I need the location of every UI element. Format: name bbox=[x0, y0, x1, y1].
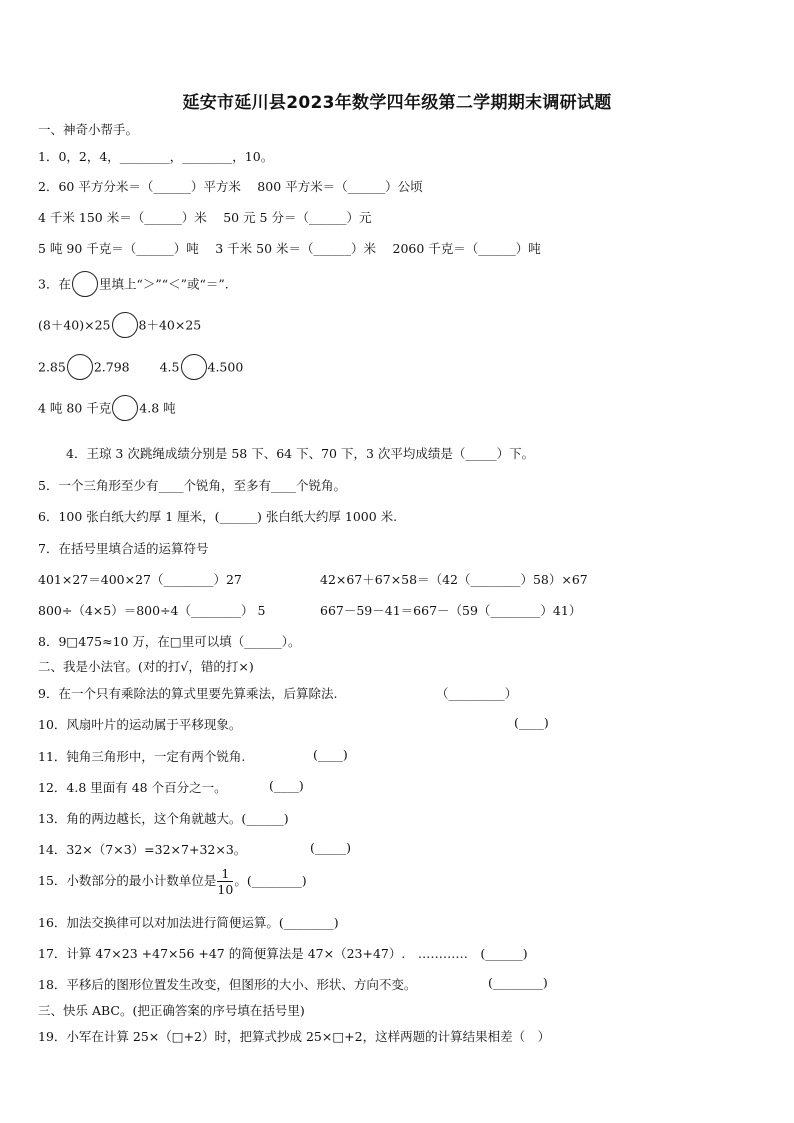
question-7: 7．在括号里填合适的运算符号 bbox=[38, 541, 209, 556]
question-15-suffix: 。(________) bbox=[234, 873, 307, 888]
question-15 bbox=[38, 866, 307, 897]
question-3-suffix: 里填上“＞”“＜”或“＝”. bbox=[98, 276, 229, 292]
question-17: 17．计算 47×23 +47×56 +47 的简便算法是 47×（23+47）. ………… (______) bbox=[38, 946, 528, 961]
question-6: 6．100 张白纸大约厚 1 厘米，(______) 张白纸大约厚 1000 米. bbox=[38, 509, 398, 524]
page-title: 延安市延川县2023年数学四年级第二学期期末调研试题 bbox=[182, 93, 612, 113]
question-3-prefix: 3．在 bbox=[38, 276, 71, 292]
fraction-denominator: 10 bbox=[217, 882, 234, 897]
answer-blank-14: (_____) bbox=[310, 840, 352, 855]
question-8: 8．9□475≈10 万，在□里可以填（______）。 bbox=[38, 634, 301, 649]
compare-circle bbox=[72, 271, 98, 297]
question-4: 4．王琼 3 次跳绳成绩分别是 58 下、64 下、70 下，3 次平均成绩是（_____）下。 bbox=[66, 446, 535, 461]
question-14: 14．32×（7×3）=32×7+32×3。 bbox=[38, 842, 247, 857]
question-7b: 42×67＋67×58＝（42（________）58）×67 bbox=[320, 572, 588, 587]
question-18: 18．平移后的图形位置发生改变，但图形的大小、形状、方向不变。 bbox=[38, 977, 417, 992]
compare-circle bbox=[112, 395, 138, 421]
section-heading-1: 一、神奇小帮手。 bbox=[38, 122, 139, 137]
compare-right: 4.8 吨 bbox=[139, 400, 176, 416]
question-15-text: 15．小数部分的最小计数单位是 bbox=[38, 873, 217, 888]
question-13: 13．角的两边越长，这个角就越大。(______) bbox=[38, 811, 289, 826]
question-16: 16．加法交换律可以对加法进行简便运算。(________) bbox=[38, 915, 339, 930]
fraction-numerator: 1 bbox=[217, 866, 233, 882]
compare-row-1 bbox=[38, 313, 201, 339]
compare-left: (8＋40)×25 bbox=[38, 317, 111, 333]
compare-circle bbox=[112, 312, 138, 338]
section-heading-3: 三、快乐 ABC。(把正确答案的序号填在括号里) bbox=[38, 1003, 305, 1018]
answer-blank-9: （_________） bbox=[436, 686, 518, 701]
answer-blank-10: (____) bbox=[514, 715, 549, 730]
compare-left: 2.85 bbox=[38, 359, 66, 375]
question-7a: 401×27＝400×27（________）27 bbox=[38, 572, 242, 587]
compare-left: 4.5 bbox=[159, 359, 180, 375]
answer-blank-18: (________) bbox=[488, 975, 548, 990]
answer-blank-11: (____) bbox=[313, 747, 348, 762]
fraction bbox=[217, 866, 233, 897]
compare-circle bbox=[181, 354, 207, 380]
question-2b: 4 千米 150 米＝（______）米 50 元 5 分＝（______）元 bbox=[38, 210, 372, 225]
compare-circle bbox=[67, 354, 93, 380]
compare-left: 4 吨 80 千克 bbox=[38, 400, 112, 416]
compare-row-2 bbox=[38, 355, 243, 381]
question-7d: 667－59－41＝667－（59（________）41） bbox=[320, 603, 582, 618]
question-2a: 2．60 平方分米＝（______）平方米 800 平方米＝（______）公顷 bbox=[38, 179, 423, 194]
compare-right: 8＋40×25 bbox=[138, 317, 202, 333]
question-7c: 800÷（4×5）＝800÷4（________） 5 bbox=[38, 603, 266, 618]
section-heading-2: 二、我是小法官。(对的打√，错的打×) bbox=[38, 659, 254, 674]
question-11: 11．钝角三角形中，一定有两个锐角. bbox=[38, 749, 246, 764]
question-3 bbox=[38, 272, 229, 298]
compare-right: 4.500 bbox=[207, 359, 244, 375]
answer-blank-12: (____) bbox=[269, 778, 304, 793]
question-2c: 5 吨 90 千克＝（______）吨 3 千米 50 米＝（______）米 2060 千克＝（______）吨 bbox=[38, 241, 541, 256]
question-10: 10．风扇叶片的运动属于平移现象。 bbox=[38, 717, 242, 732]
question-9: 9．在一个只有乘除法的算式里要先算乘法，后算除法. bbox=[38, 686, 338, 701]
question-1: 1．0，2，4，________，________，10。 bbox=[38, 149, 274, 164]
question-12: 12．4.8 里面有 48 个百分之一。 bbox=[38, 780, 227, 795]
question-19: 19．小军在计算 25×（□+2）时，把算式抄成 25×□+2，这样两题的计算结果相差（ ） bbox=[38, 1029, 551, 1044]
compare-row-3 bbox=[38, 396, 176, 422]
compare-right: 2.798 bbox=[93, 359, 130, 375]
question-5: 5．一个三角形至少有____个锐角，至多有____个锐角。 bbox=[38, 478, 346, 493]
